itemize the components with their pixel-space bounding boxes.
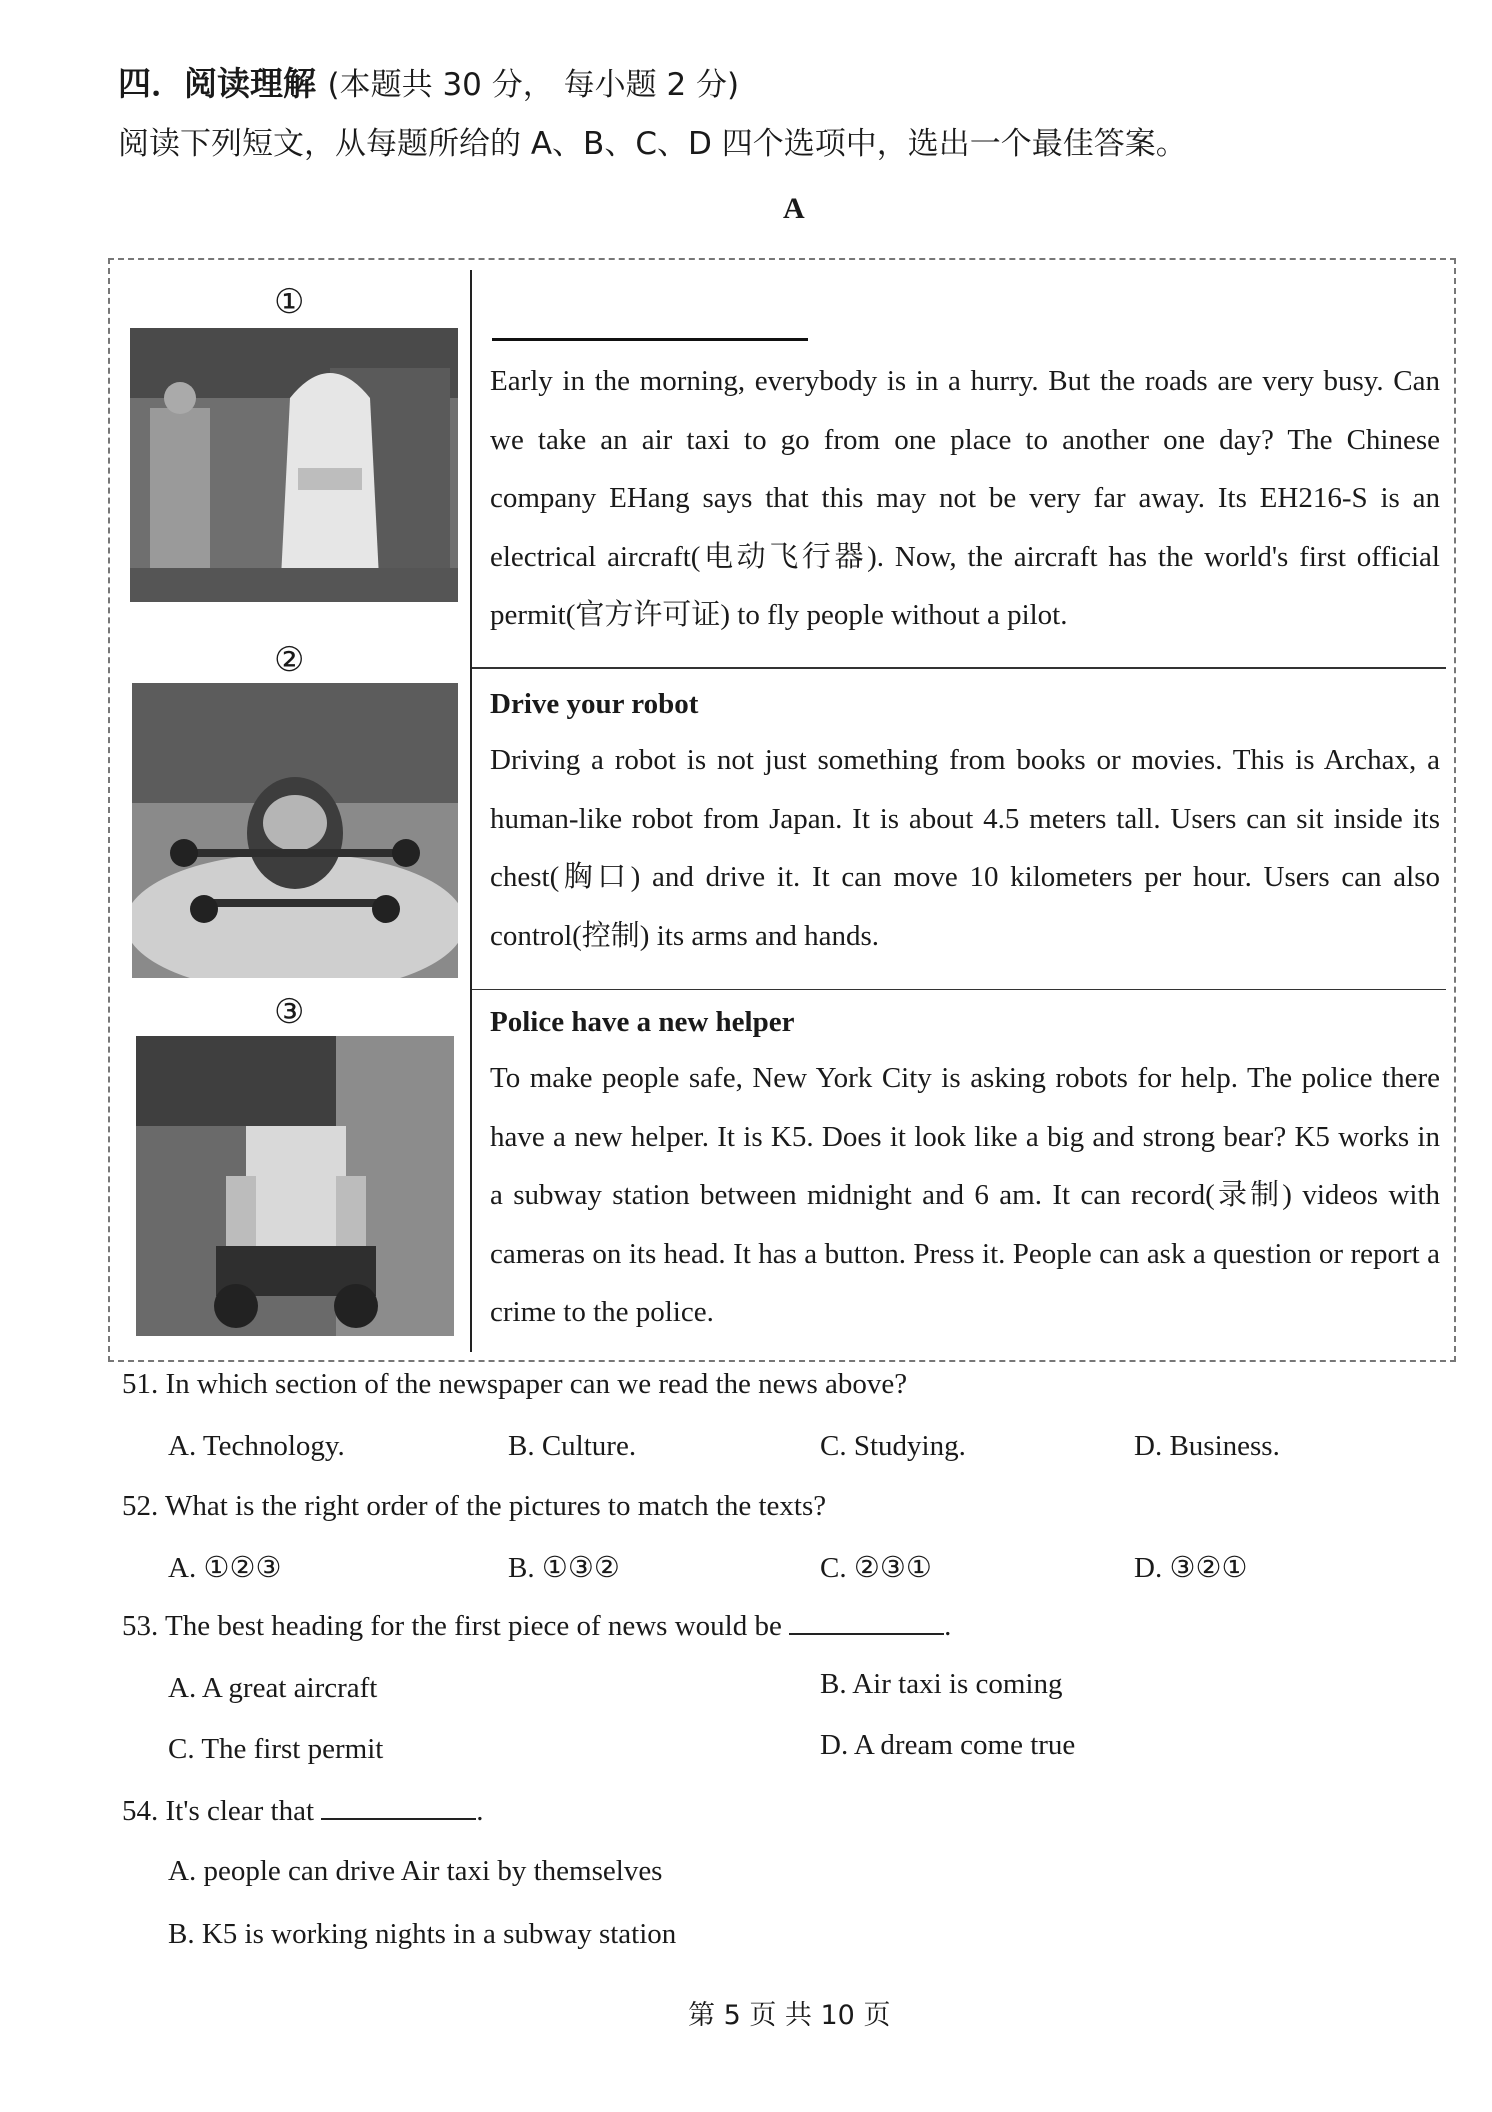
answer-blank[interactable]	[789, 1632, 944, 1635]
question-number: 51.	[122, 1368, 159, 1400]
question-end: .	[944, 1610, 952, 1642]
air-taxi-photo	[132, 683, 458, 978]
option-51-b[interactable]: B. Culture.	[508, 1430, 637, 1462]
news-heading-2: Drive your robot	[490, 688, 699, 720]
option-54-a[interactable]: A. people can drive Air taxi by themselves	[168, 1855, 663, 1887]
page-footer: 第 5 页 共 10 页	[688, 2000, 891, 2031]
answer-blank[interactable]	[321, 1817, 476, 1820]
picture-number: ①	[274, 282, 305, 322]
option-53-a[interactable]: A. A great aircraft	[168, 1672, 378, 1704]
news-text-2: Driving a robot is not just something from books or movies. This is Archax, a human-like robot from Japan. It is about 4.5 meters tall. Users can sit inside its chest(胸口) and drive it. It can move 10 kilometers per hour. Users can also control(控制) its arms and hands.	[490, 744, 1440, 952]
question-number: 52.	[122, 1490, 159, 1522]
section-title	[118, 58, 739, 105]
option-51-a[interactable]: A. Technology.	[168, 1430, 345, 1462]
row-divider	[472, 667, 1446, 669]
question-number: 53.	[122, 1610, 159, 1642]
option-53-d[interactable]: D. A dream come true	[820, 1729, 1076, 1761]
question-53	[122, 1610, 951, 1643]
column-divider	[470, 270, 472, 1352]
option-52-a[interactable]: A. ①②③	[168, 1552, 282, 1584]
mech-robot-photo	[136, 1036, 454, 1336]
option-53-b[interactable]: B. Air taxi is coming	[820, 1668, 1063, 1700]
heading-blank-line	[492, 338, 808, 341]
question-text: The best heading for the first piece of news would be	[164, 1610, 782, 1642]
question-text: It's clear that	[165, 1795, 315, 1827]
news-text-3: To make people safe, New York City is asking robots for help. The police there have a new helper. It is K5. Does it look like a big and strong bear? K5 works in a subway station between midnight and 6 am. It can record(录制) videos with cameras on its head. It has a button. Press it. People can ask a question or report a crime to the police.	[490, 1062, 1440, 1328]
picture-number: ③	[274, 992, 305, 1032]
question-51	[122, 1368, 907, 1401]
option-51-d[interactable]: D. Business.	[1134, 1430, 1280, 1462]
question-text: What is the right order of the pictures to match the texts?	[164, 1490, 827, 1522]
option-53-c[interactable]: C. The first permit	[168, 1733, 384, 1765]
option-52-c[interactable]: C. ②③①	[820, 1552, 932, 1584]
option-52-d[interactable]: D. ③②①	[1134, 1552, 1248, 1584]
option-52-b[interactable]: B. ①③②	[508, 1552, 620, 1584]
picture-number: ②	[274, 640, 305, 680]
option-54-b[interactable]: B. K5 is working nights in a subway station	[168, 1918, 677, 1950]
news-heading-3: Police have a new helper	[490, 1006, 795, 1038]
score-note: (本题共 30 分， 每小题 2 分)	[327, 67, 740, 103]
question-end: .	[476, 1795, 484, 1827]
question-52	[122, 1490, 826, 1523]
news-text-1: Early in the morning, everybody is in a hurry. But the roads are very busy. Can we take an air taxi to go from one place to another one day? The Chinese company EHang says that this may not be very far away. Its EH216-S is an electrical aircraft(电动飞行器). Now, the aircraft has the world's first official permit(官方许可证) to fly people without a pilot.	[490, 365, 1440, 631]
option-51-c[interactable]: C. Studying.	[820, 1430, 966, 1462]
police-robot-photo	[130, 328, 458, 602]
row-divider	[472, 989, 1446, 990]
instruction: 阅读下列短文，从每题所给的 A、B、C、D 四个选项中，选出一个最佳答案。	[118, 126, 1187, 162]
question-54	[122, 1795, 484, 1828]
section-title-text: 四．阅读理解	[118, 64, 316, 103]
passage-label: A	[783, 192, 805, 225]
question-number: 54.	[122, 1795, 159, 1827]
question-text: In which section of the newspaper can we read the news above?	[165, 1368, 908, 1400]
